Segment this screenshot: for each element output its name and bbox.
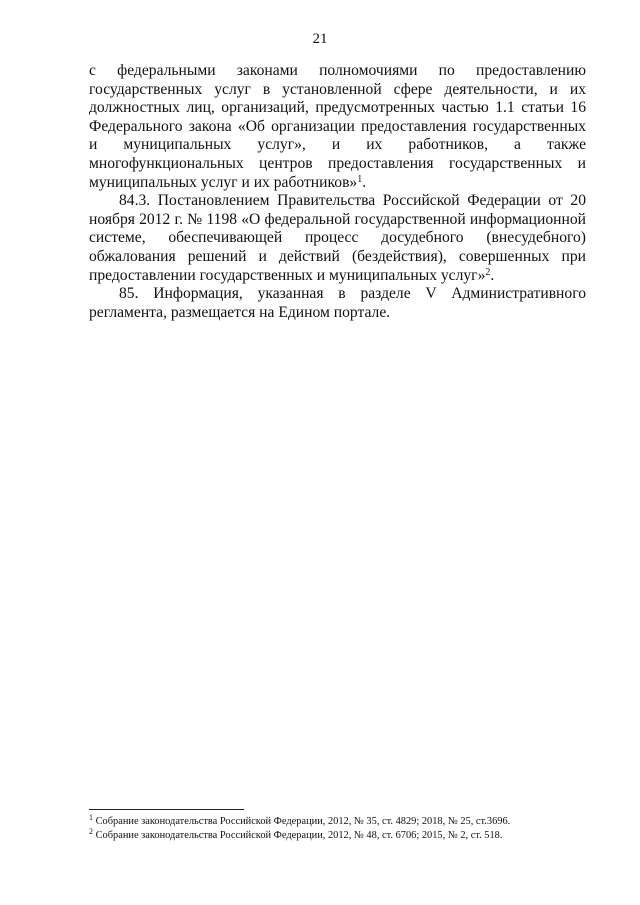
footnote-text: Собрание законодательства Российской Федерации, 2012, № 48, ст. 6706; 2015, № 2, ст. 518. [93,830,503,841]
footnote-text: Собрание законодательства Российской Федерации, 2012, № 35, ст. 4829; 2018, № 25, ст.3696. [93,816,511,827]
paragraph-text: с федеральными законами полномочиями по предоставлению государственных услуг в установленной сфере деятельности, и их должностных лиц, организаций, предусмотренных частью 1.1 статьи 16 Федерального закона «Об организации предоставления государственных и муниципальных услуг», и их работников, а также многофункциональных центров предоставления государственных и муниципальных услуг и их работников» [89,62,586,191]
page-number: 21 [312,31,328,47]
footnote-mark: 2 [89,827,93,836]
footnote-reference: 1 [357,173,363,185]
footnote-1 [89,815,589,829]
paragraph-tail: . [362,173,367,191]
footnote-2 [89,829,589,843]
paragraph-text: 85. Информация, указанная в разделе V Административного регламента, размещается на Едином портале. [89,285,586,321]
footnote-mark: 1 [89,813,93,822]
document-body [89,62,586,322]
paragraph-85 [89,285,586,322]
paragraph-continuation [89,62,586,192]
footnote-separator [89,809,244,810]
footnotes [89,815,589,843]
paragraph-text: 84.3. Постановлением Правительства Российской Федерации от 20 ноября 2012 г. № 1198 «О федеральной государственной информационной системе, обеспечивающей процесс досудебного (внесудебного) обжалования решений и действий (бездействия), совершенных при предоставлении государственных и муниципальных услуг» [89,192,586,284]
paragraph-tail: . [490,266,495,284]
paragraph-84-3 [89,192,586,285]
footnote-reference: 2 [485,266,491,278]
